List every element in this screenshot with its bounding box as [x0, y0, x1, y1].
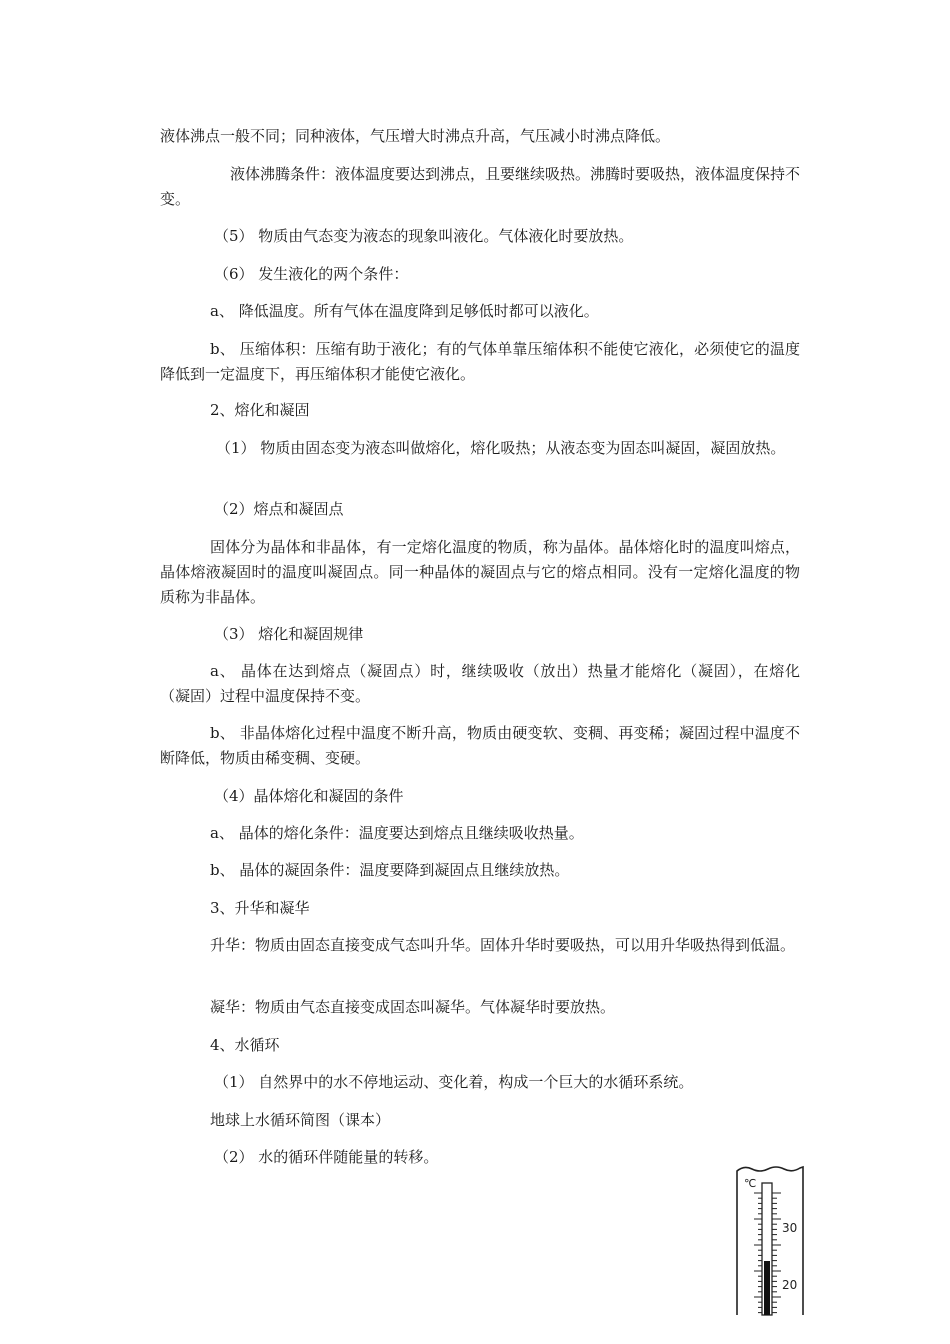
paragraph-liquefaction: （5） 物质由气态变为液态的现象叫液化。气体液化时要放热。	[214, 227, 634, 245]
list-item-melting-condition: a、 晶体的熔化条件：温度要达到熔点且继续吸收热量。	[210, 824, 584, 842]
subheading-crystal-conditions: （4）晶体熔化和凝固的条件	[214, 787, 404, 805]
subheading-melting-rules: （3） 熔化和凝固规律	[214, 625, 364, 643]
paragraph-boiling-condition: 液体沸腾条件：液体温度要达到沸点，且要继续吸热。沸腾时要吸热，液体温度保持不变。	[160, 165, 801, 208]
list-item-compress-volume: b、 压缩体积：压缩有助于液化；有的气体单靠压缩体积不能使它液化，必须使它的温度降低到一定温度下，再压缩体积才能使它液化。	[160, 340, 800, 383]
subheading-melting-point: （2）熔点和凝固点	[214, 500, 344, 518]
paragraph-water-cycle-diagram: 地球上水循环简图（课本）	[210, 1111, 391, 1129]
paragraph-crystal-definition: 固体分为晶体和非晶体，有一定熔化温度的物质，称为晶体。晶体熔化时的温度叫熔点，晶体熔液凝固时的温度叫凝固点。同一种晶体的凝固点与它的熔点相同。没有一定熔化温度的物质称为非晶体。	[160, 538, 800, 606]
list-item-crystal-rule: a、 晶体在达到熔点（凝固点）时，继续吸收（放出）热量才能熔化（凝固），在熔化（凝固）过程中温度保持不变。	[160, 662, 800, 705]
thermometer-graphic	[734, 1163, 806, 1317]
section-heading-melting: 2、熔化和凝固	[210, 401, 310, 419]
scale-label-20: 20	[782, 1278, 798, 1292]
paragraph-water-cycle-energy: （2） 水的循环伴随能量的转移。	[214, 1148, 439, 1166]
section-heading-water-cycle: 4、水循环	[210, 1036, 280, 1054]
thermometer-figure	[734, 1163, 806, 1317]
scale-label-30: 30	[782, 1221, 798, 1235]
paragraph-liquefaction-conditions: （6） 发生液化的两个条件：	[214, 265, 409, 283]
section-heading-sublimation: 3、升华和凝华	[210, 899, 310, 917]
paragraph-deposition: 凝华：物质由气态直接变成固态叫凝华。气体凝华时要放热。	[210, 998, 616, 1016]
paragraph-sublimation: 升华：物质由固态直接变成气态叫升华。固体升华时要吸热，可以用升华吸热得到低温。	[210, 936, 796, 954]
paragraph-water-cycle-system: （1） 自然界中的水不停地运动、变化着，构成一个巨大的水循环系统。	[214, 1073, 694, 1091]
paragraph-melting-definition: （1） 物质由固态变为液态叫做熔化，熔化吸热；从液态变为固态叫凝固，凝固放热。	[216, 439, 786, 457]
list-item-lower-temperature: a、 降低温度。所有气体在温度降到足够低时都可以液化。	[210, 302, 599, 320]
list-item-solidifying-condition: b、 晶体的凝固条件：温度要降到凝固点且继续放热。	[210, 861, 570, 879]
thermometer-unit-label: ℃	[744, 1177, 757, 1190]
list-item-amorphous-rule: b、 非晶体熔化过程中温度不断升高，物质由硬变软、变稠、再变稀；凝固过程中温度不断降低，物质由稀变稠、变硬。	[160, 724, 800, 767]
thermometer-liquid	[764, 1261, 770, 1315]
paragraph-boiling-point: 液体沸点一般不同；同种液体，气压增大时沸点升高，气压减小时沸点降低。	[160, 127, 671, 145]
